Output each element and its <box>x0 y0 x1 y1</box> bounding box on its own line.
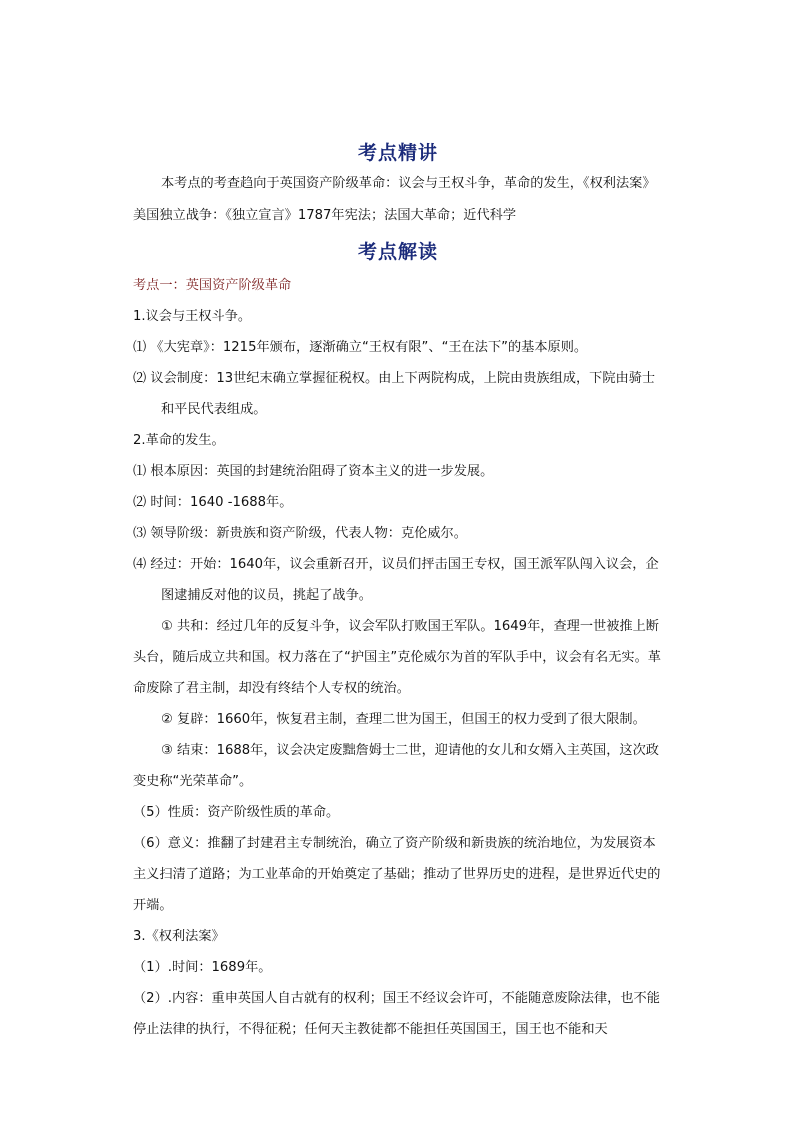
section-title-jingjiang: 考点精讲 <box>357 142 438 164</box>
s3-item-1: （1）.时间：1689年。 <box>133 960 272 975</box>
section-title-jiedu: 考点解读 <box>357 241 438 263</box>
s2-item-1: ⑴ 根本原因：英国的封建统治阻碍了资本主义的进一步发展。 <box>133 464 494 479</box>
s1-item-1: ⑴ 《大宪章》：1215年颁布，逐渐确立“王权有限”、“王在法下”的基本原则。 <box>133 340 588 355</box>
s2-heading: 2.革命的发生。 <box>133 433 225 448</box>
kaodian-heading: 考点一：英国资产阶级革命 <box>133 278 292 293</box>
s2-circle-1: ① 共和：经过几年的反复斗争，议会军队打败国王军队。1649年，查理一世被推上断头台，随后成立共和国。权力落在了“护国主”克伦威尔为首的军队手中，议会有名无实。革命废除了君主制，却没有终结个人专权的统治。 <box>133 619 661 696</box>
s1-item-2: ⑵ 议会制度：13世纪末确立掌握征税权。由上下两院构成，上院由贵族组成，下院由骑士和平民代表组成。 <box>133 371 656 417</box>
s2-circle-3: ③ 结束：1688年，议会决定废黜詹姆士二世，迎请他的女儿和女婿入主英国，这次政变史称“光荣革命”。 <box>133 743 659 789</box>
intro-paragraph: 本考点的考查趋向于英国资产阶级革命：议会与王权斗争，革命的发生，《权利法案》美国独立战争：《独立宣言》1787年宪法；法国大革命；近代科学 <box>133 176 656 223</box>
s3-item-2: （2）.内容：重申英国人自古就有的权利；国王不经议会许可，不能随意废除法律，也不能停止法律的执行，不得征税；任何天主教徒都不能担任英国国王，国王也不能和天 <box>133 991 660 1037</box>
s2-item-6: （6）意义：推翻了封建君主专制统治，确立了资产阶级和新贵族的统治地位，为发展资本主义扫清了道路；为工业革命的开始奠定了基础；推动了世界历史的进程，是世界近代史的开端。 <box>133 836 661 913</box>
s2-circle-2: ② 复辟：1660年，恢复君主制，查理二世为国王，但国王的权力受到了很大限制。 <box>161 712 646 727</box>
s2-item-3: ⑶ 领导阶级：新贵族和资产阶级，代表人物：克伦威尔。 <box>133 526 467 541</box>
s3-heading: 3.《权利法案》 <box>133 929 225 944</box>
s2-item-5: （5）性质：资产阶级性质的革命。 <box>133 805 340 820</box>
s2-item-2: ⑵ 时间：1640 -1688年。 <box>133 495 293 510</box>
s1-heading: 1.议会与王权斗争。 <box>133 309 252 324</box>
document-body <box>133 138 663 1045</box>
s2-item-4: ⑷ 经过：开始：1640年，议会重新召开，议员们抨击国王专权，国王派军队闯入议会，企图逮捕反对他的议员，挑起了战争。 <box>133 557 659 603</box>
